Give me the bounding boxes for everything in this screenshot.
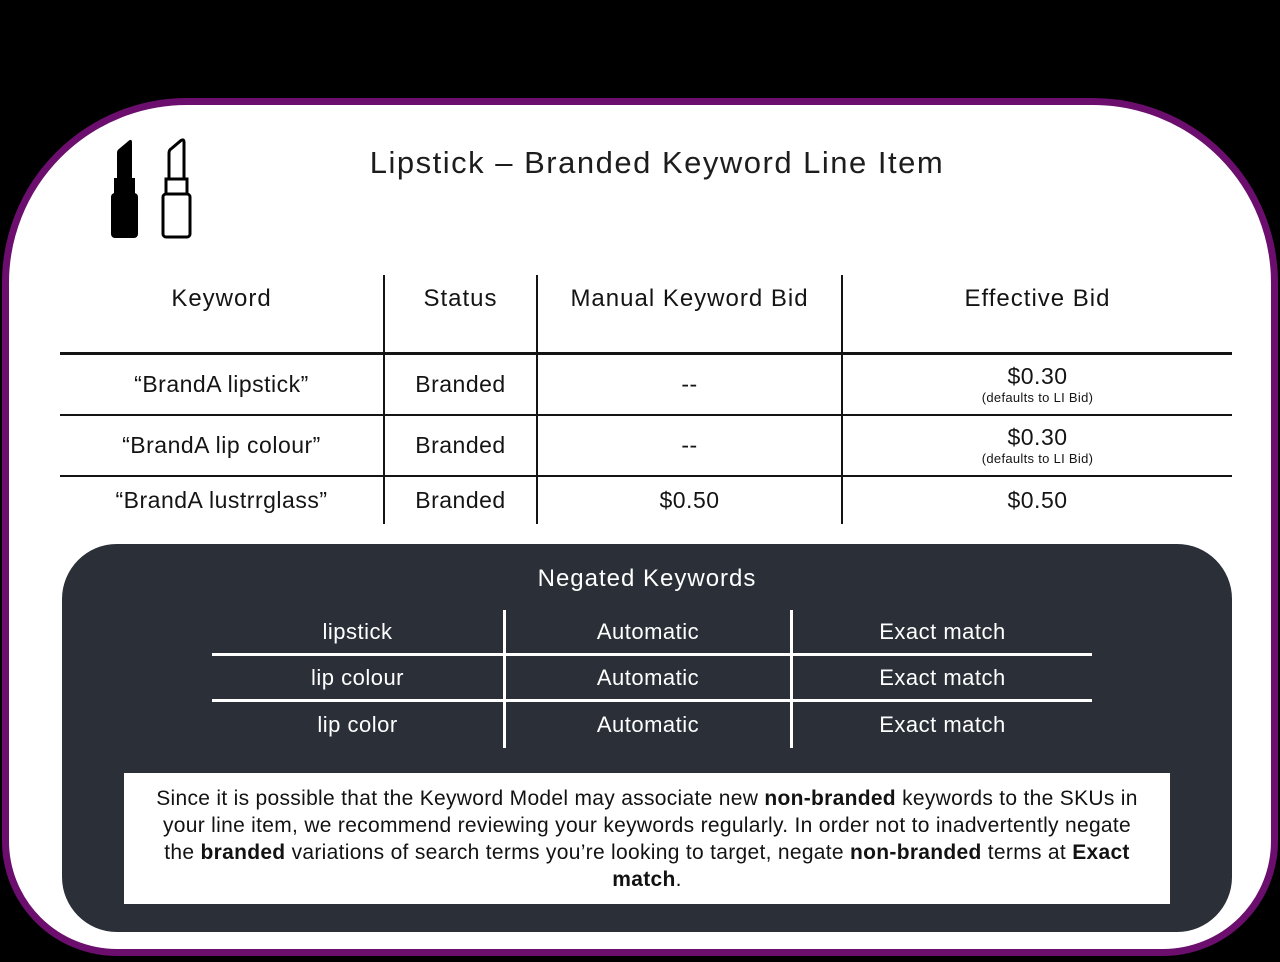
- manual-bid-cell: [538, 416, 843, 475]
- effective-bid-cell-value: $0.30: [1007, 423, 1068, 450]
- negated-match-cell: Exact match: [879, 618, 1006, 644]
- page-title: Lipstick – Branded Keyword Line Item: [369, 145, 945, 180]
- main-card: [2, 98, 1278, 956]
- manual-bid-cell: [538, 355, 843, 414]
- effective-bid-note: (defaults to LI Bid): [981, 451, 1094, 466]
- status-cell-value: Branded: [415, 486, 506, 513]
- table-row: [60, 477, 1232, 524]
- status-column-header: Status: [385, 275, 538, 352]
- keyword-cell-value: “BrandA lustrrglass”: [115, 486, 328, 513]
- negated-keywords-panel: [62, 544, 1232, 932]
- line-item-bid-badge: [400, 211, 910, 250]
- lipstick-icons: [105, 137, 195, 239]
- effective-bid-column-header: Effective Bid: [964, 285, 1111, 312]
- note-bold-segment: Exact match: [612, 840, 1130, 891]
- lipstick-outline-icon: [157, 137, 195, 239]
- effective-bid-cell: [843, 355, 1232, 414]
- note-segment: Since it is possible that the Keyword Model may associate new: [156, 786, 765, 810]
- negated-table-row: [212, 702, 1092, 748]
- keyword-cell: [60, 355, 385, 414]
- note-text: [124, 785, 1170, 893]
- negated-match-cell: Exact match: [879, 712, 1006, 737]
- effective-bid-cell-value: $0.50: [1007, 486, 1068, 513]
- status-cell: [385, 477, 538, 524]
- table-row: [60, 355, 1232, 416]
- negated-keyword-cell: lipstick: [212, 610, 506, 653]
- keyword-cell-value: “BrandA lipstick”: [134, 370, 309, 397]
- effective-bid-cell: [843, 416, 1232, 475]
- effective-bid-cell: [843, 477, 1232, 524]
- keyword-table-rows: [60, 355, 1232, 524]
- manual-bid-column-header: Manual Keyword Bid: [538, 275, 843, 352]
- keyword-cell: [60, 416, 385, 475]
- table-row: [60, 416, 1232, 477]
- negated-keyword-cell: lip color: [212, 702, 506, 748]
- note-bold-segment: branded: [200, 840, 286, 864]
- note-box: [124, 773, 1170, 904]
- effective-bid-cell-value: $0.30: [1007, 362, 1068, 389]
- status-cell-value: Branded: [415, 370, 506, 397]
- negated-match-cell: Exact match: [879, 664, 1006, 690]
- note-bold-segment: non-branded: [850, 840, 982, 864]
- manual-bid-cell-value: $0.50: [659, 486, 720, 513]
- manual-bid-cell: [538, 477, 843, 524]
- negated-table-row: [212, 656, 1092, 702]
- keyword-cell: [60, 477, 385, 524]
- negated-type-cell: Automatic: [506, 702, 793, 748]
- manual-bid-cell-value: --: [681, 431, 698, 458]
- keyword-column-header: Keyword: [60, 275, 385, 352]
- lipstick-filled-icon: [105, 137, 143, 239]
- keyword-table-header: [60, 275, 1232, 355]
- note-segment: variations of search terms you’re looking to target, negate: [285, 840, 851, 864]
- status-cell: [385, 355, 538, 414]
- manual-bid-cell-value: --: [681, 370, 698, 397]
- keyword-cell-value: “BrandA lip colour”: [122, 431, 321, 458]
- note-bold-segment: non-branded: [764, 786, 896, 810]
- negated-type-cell: Automatic: [506, 610, 793, 653]
- negated-keyword-cell: lip colour: [212, 656, 506, 699]
- note-segment: terms at: [981, 840, 1073, 864]
- note-segment: keywords to the SKUs in your line item, we recommend reviewing your keywords regularly. In order not to inadvertently negate the: [162, 786, 1138, 864]
- negated-keywords-title: Negated Keywords: [537, 565, 757, 592]
- keyword-table: [60, 275, 1232, 524]
- negated-keywords-table: [212, 610, 1092, 748]
- effective-bid-note: (defaults to LI Bid): [981, 390, 1094, 405]
- negated-type-cell: Automatic: [506, 656, 793, 699]
- line-item-bid-label: Line Item Bid = $0.30: [526, 216, 784, 244]
- note-segment: .: [675, 867, 682, 891]
- status-cell: [385, 416, 538, 475]
- negated-table-row: [212, 610, 1092, 656]
- status-cell-value: Branded: [415, 431, 506, 458]
